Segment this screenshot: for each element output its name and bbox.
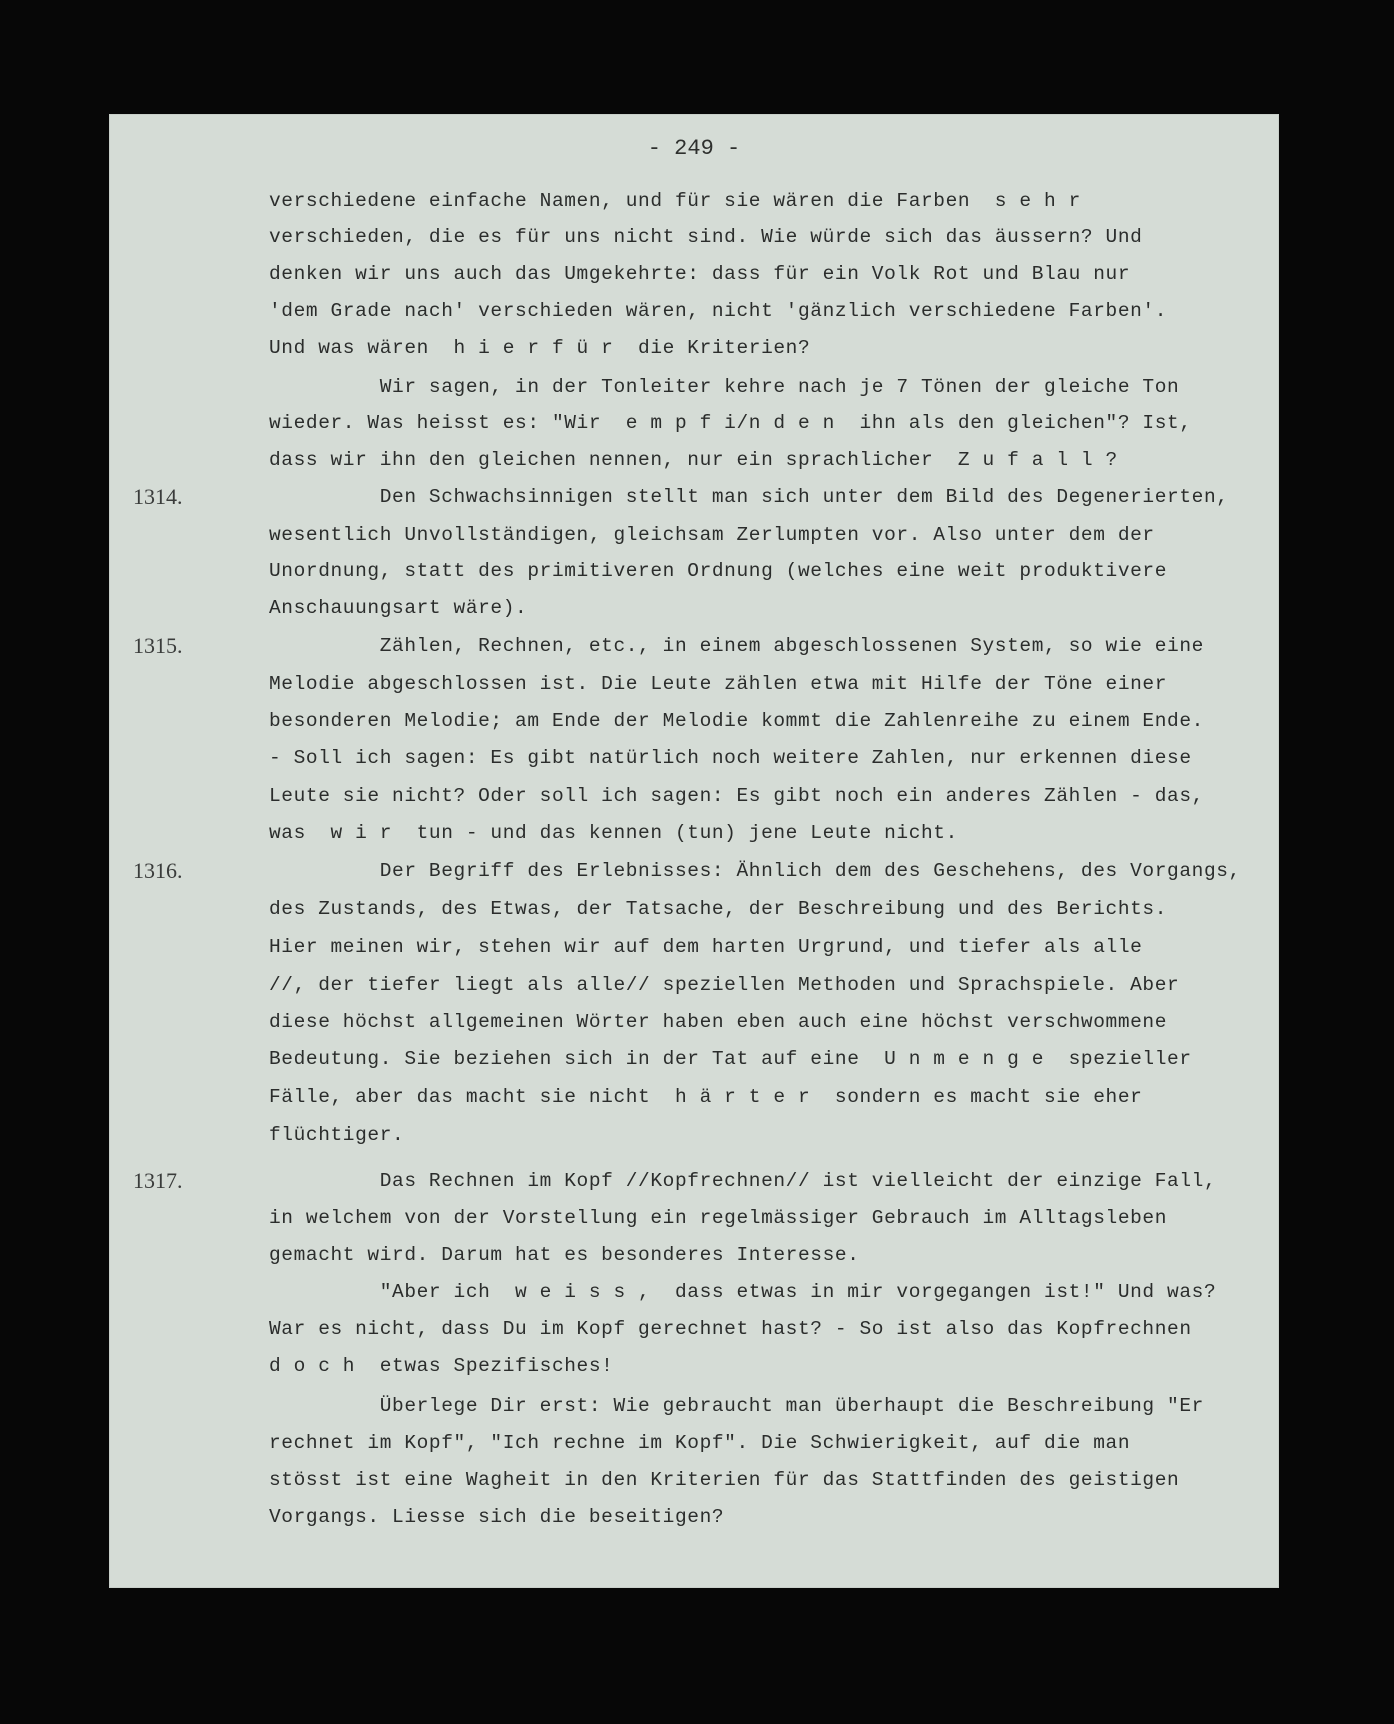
text-line: verschieden, die es für uns nicht sind. Wie würde sich das äussern? Und [269,226,1143,248]
text-line: 'dem Grade nach' verschieden wären, nicht 'gänzlich verschiedene Farben'. [269,300,1168,322]
text-line: Zählen, Rechnen, etc., in einem abgeschlossenen System, so wie eine [269,635,1204,657]
text-line: Der Begriff des Erlebnisses: Ähnlich dem des Geschehens, des Vorgangs, [269,860,1241,882]
text-line: Hier meinen wir, stehen wir auf dem harten Urgrund, und tiefer als alle [269,936,1143,958]
text-line: Leute sie nicht? Oder soll ich sagen: Es gibt noch ein anderes Zählen - das, [269,785,1204,807]
text-line: wesentlich Unvollständigen, gleichsam Zerlumpten vor. Also unter dem der [269,524,1155,546]
text-line: rechnet im Kopf", "Ich rechne im Kopf". Die Schwierigkeit, auf die man [269,1432,1131,1454]
remark-number: 1315. [133,633,183,658]
text-line: Fälle, aber das macht sie nicht h ä r t e r sondern es macht sie eher [269,1086,1143,1108]
remark-number: 1317. [133,1168,183,1193]
text-line: Anschauungsart wäre). [269,597,528,619]
text-line: //, der tiefer liegt als alle// speziellen Methoden und Sprachspiele. Aber [269,974,1180,996]
text-line: - Soll ich sagen: Es gibt natürlich noch weitere Zahlen, nur erkennen diese [269,747,1192,769]
text-line: "Aber ich w e i s s , dass etwas in mir vorgegangen ist!" Und was? [269,1281,1217,1303]
text-line: Wir sagen, in der Tonleiter kehre nach je 7 Tönen der gleiche Ton [269,376,1180,398]
text-line: Unordnung, statt des primitiveren Ordnung (welches eine weit produktivere [269,560,1168,582]
text-line: stösst ist eine Wagheit in den Kriterien für das Stattfinden des geistigen [269,1469,1180,1491]
text-line: dass wir ihn den gleichen nennen, nur ein sprachlicher Z u f a l l ? [269,449,1118,471]
text-line: besonderen Melodie; am Ende der Melodie kommt die Zahlenreihe zu einem Ende. [269,710,1204,732]
text-line: War es nicht, dass Du im Kopf gerechnet hast? - So ist also das Kopfrechnen [269,1318,1192,1340]
text-line: Den Schwachsinnigen stellt man sich unter dem Bild des Degenerierten, [269,486,1229,508]
text-line: wieder. Was heisst es: "Wir e m p f i/n d e n ihn als den gleichen"? Ist, [269,412,1192,434]
text-line: gemacht wird. Darum hat es besonderes Interesse. [269,1244,860,1266]
text-line: Melodie abgeschlossen ist. Die Leute zählen etwa mit Hilfe der Töne einer [269,673,1168,695]
text-line: verschiedene einfache Namen, und für sie wären die Farben s e h r [269,190,1081,212]
text-line: was w i r tun - und das kennen (tun) jene Leute nicht. [269,822,958,844]
page-number: - 249 - [647,136,741,161]
text-line: Vorgangs. Liesse sich die beseitigen? [269,1506,725,1528]
text-line: denken wir uns auch das Umgekehrte: dass für ein Volk Rot und Blau nur [269,263,1131,285]
text-line: flüchtiger. [269,1124,405,1146]
text-line: des Zustands, des Etwas, der Tatsache, der Beschreibung und des Berichts. [269,898,1168,920]
remark-number: 1314. [133,484,183,509]
text-line: diese höchst allgemeinen Wörter haben eben auch eine höchst verschwommene [269,1011,1168,1033]
text-line: Bedeutung. Sie beziehen sich in der Tat auf eine U n m e n g e spezieller [269,1048,1192,1070]
text-line: d o c h etwas Spezifisches! [269,1355,614,1377]
text-line: in welchem von der Vorstellung ein regelmässiger Gebrauch im Alltagsleben [269,1207,1168,1229]
text-line: Das Rechnen im Kopf //Kopfrechnen// ist vielleicht der einzige Fall, [269,1170,1217,1192]
remark-number: 1316. [133,858,183,883]
typescript-page [109,114,1279,1588]
text-line: Überlege Dir erst: Wie gebraucht man überhaupt die Beschreibung "Er [269,1395,1204,1417]
text-line: Und was wären h i e r f ü r die Kriterien? [269,337,811,359]
